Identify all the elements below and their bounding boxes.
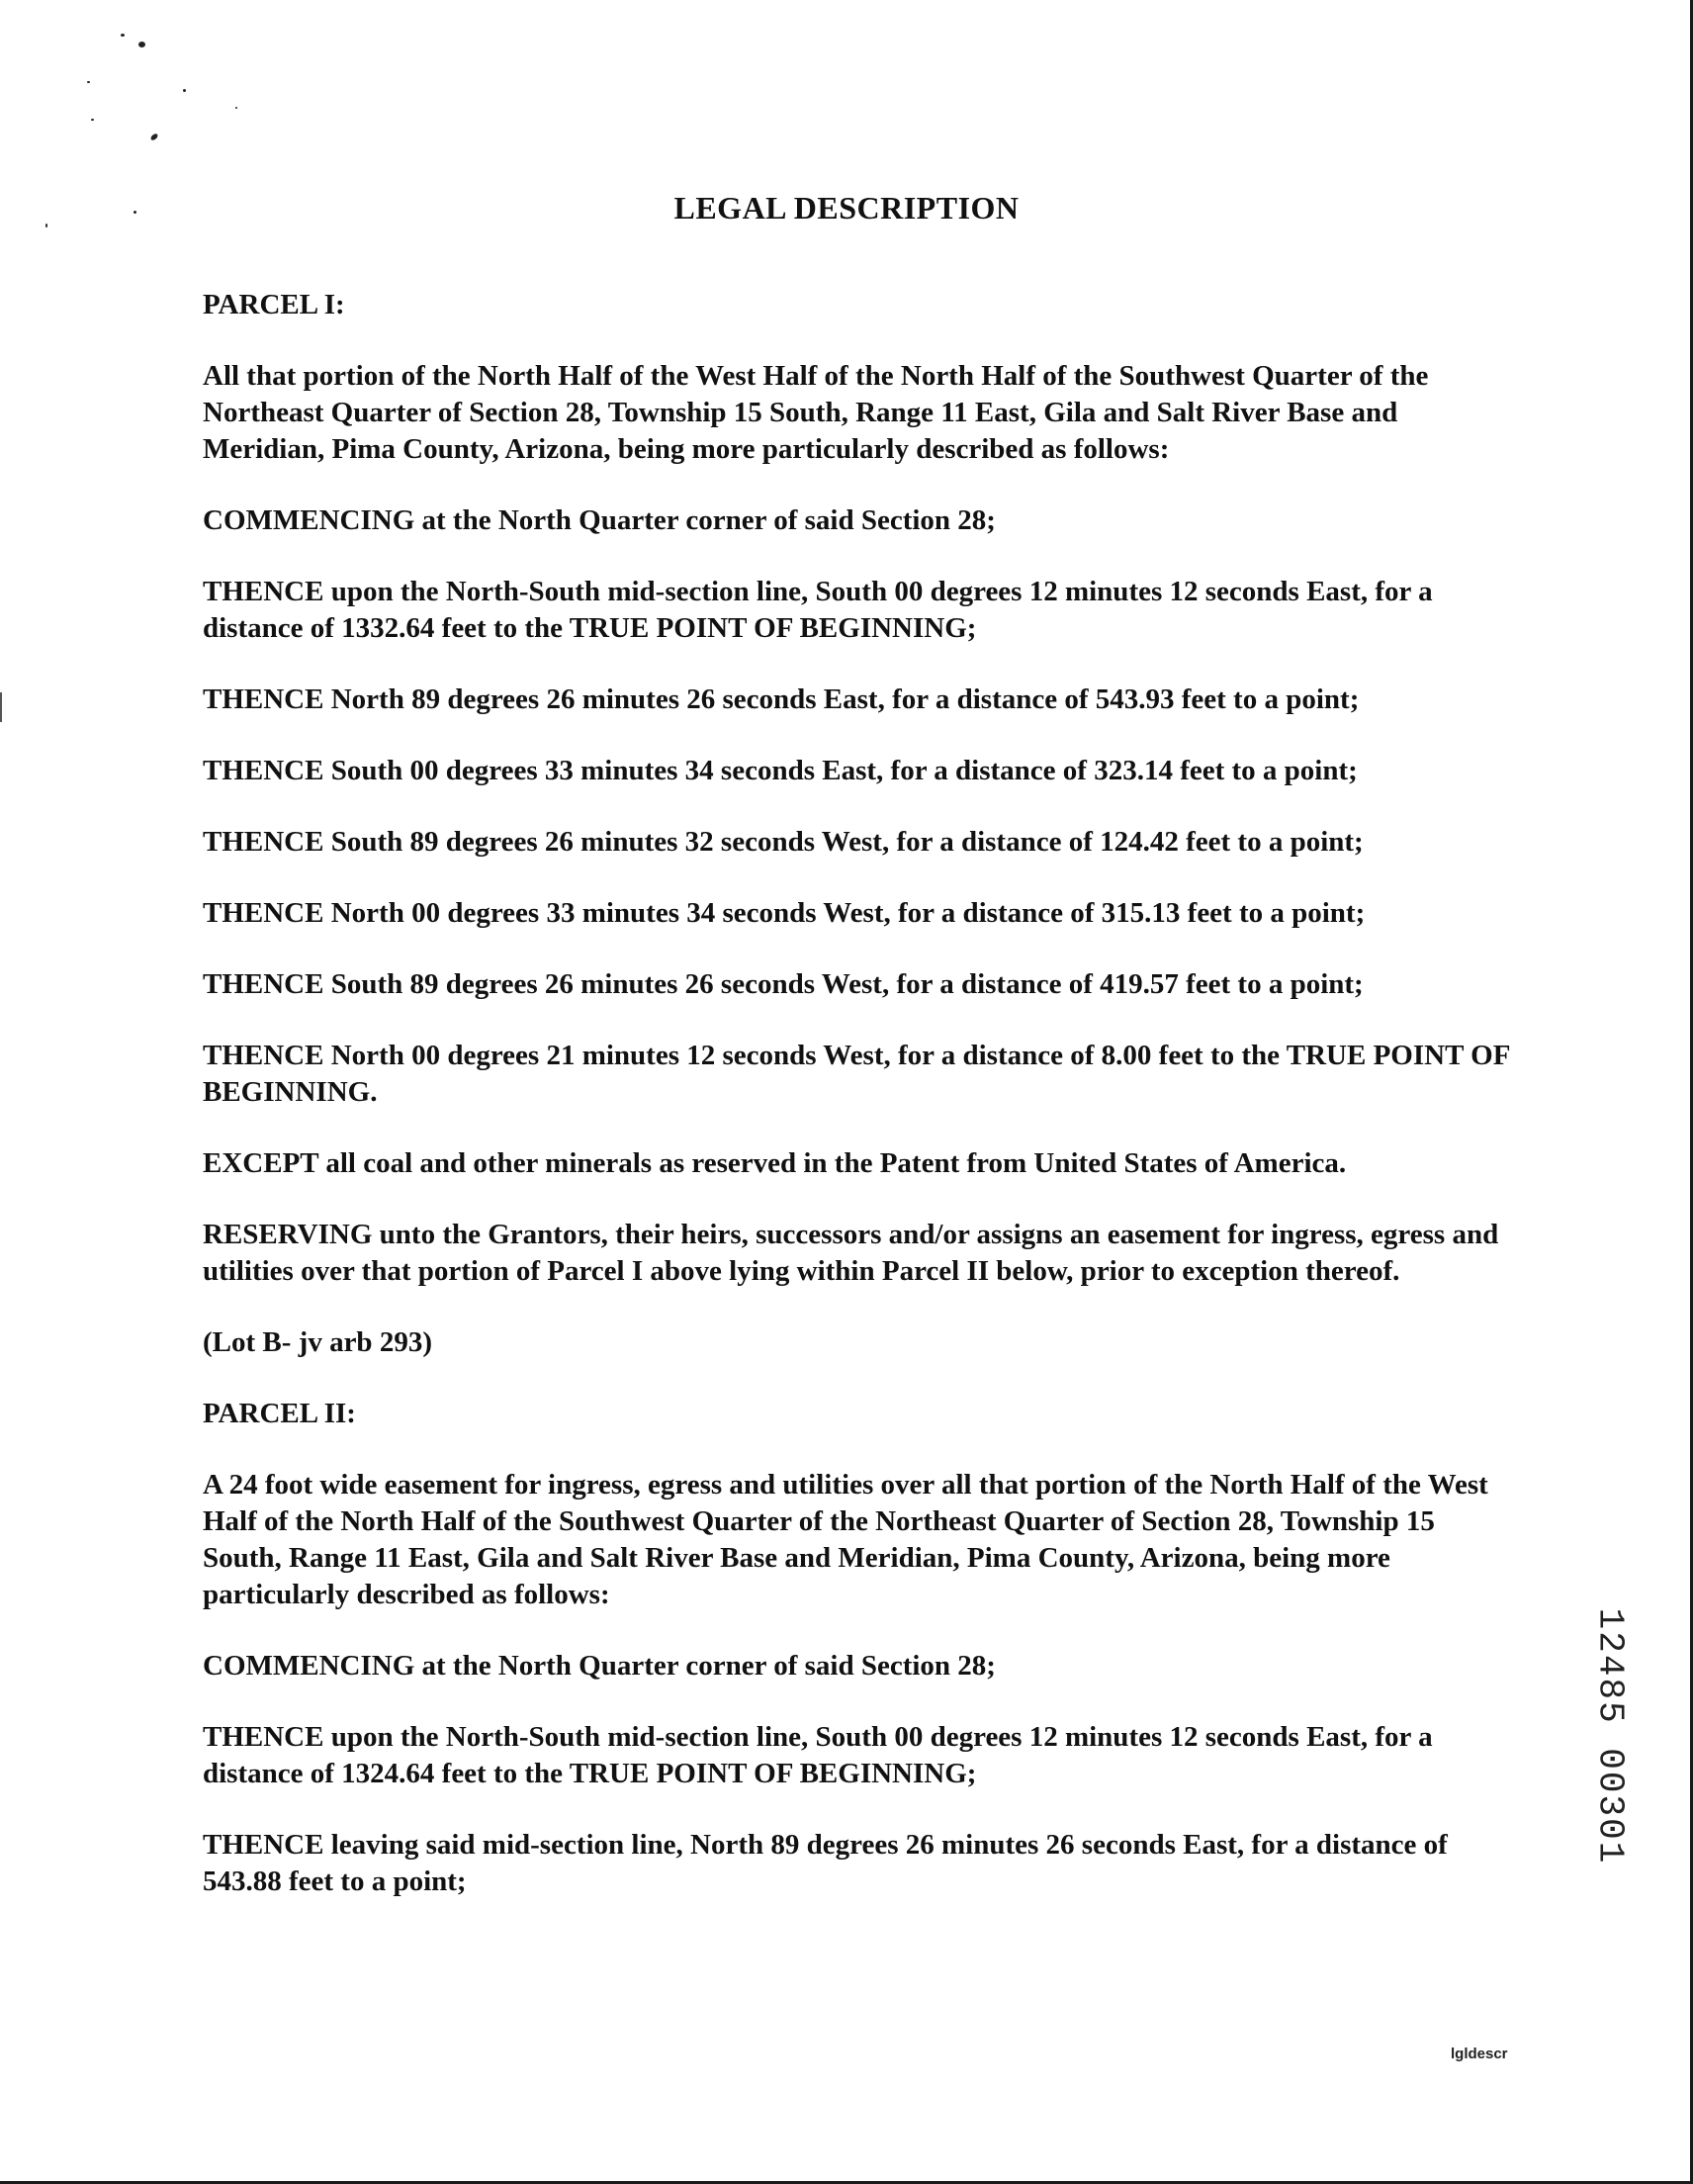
scan-speck <box>138 42 145 47</box>
scan-speck <box>149 133 158 141</box>
parcel-i-course-7: THENCE North 00 degrees 21 minutes 12 seconds West, for a distance of 8.00 feet to the TRUE POINT OF BEGINNING. <box>203 1040 1510 1108</box>
parcel-i-heading: PARCEL I: <box>203 289 345 320</box>
parcel-i-commencing: COMMENCING at the North Quarter corner of said Section 28; <box>203 504 996 536</box>
scan-speck <box>235 107 237 109</box>
scan-edge-mark <box>0 692 2 722</box>
parcel-i-lot-reference: (Lot B- jv arb 293) <box>203 1326 432 1358</box>
parcel-i-course-3: THENCE South 00 degrees 33 minutes 34 seconds East, for a distance of 323.14 feet to a point; <box>203 755 1358 786</box>
parcel-ii-course-2: THENCE leaving said mid-section line, North 89 degrees 26 minutes 26 seconds East, for a distance of 543.88 feet to a point; <box>203 1829 1448 1897</box>
parcel-i-course-1: THENCE upon the North-South mid-section line, South 00 degrees 12 minutes 12 seconds East, for a distance of 1332.64 feet to the TRUE POINT OF BEGINNING; <box>203 576 1433 644</box>
scan-speck <box>183 89 186 92</box>
document-body <box>203 287 1518 1935</box>
document-title: LEGAL DESCRIPTION <box>673 190 1020 226</box>
parcel-i-course-6: THENCE South 89 degrees 26 minutes 26 seconds West, for a distance of 419.57 feet to a point; <box>203 968 1364 1000</box>
parcel-ii-description: A 24 foot wide easement for ingress, egress and utilities over all that portion of the North Half of the West Half of the North Half of the Southwest Quarter of the Northeast Quarter of Section 28, Township 15 South, Range 11 East, Gila and Salt River Base and Meridian, Pima County, Arizona, being more particularly described as follows: <box>203 1469 1488 1610</box>
recording-stamp-text: 12485 00301 <box>1589 1607 1631 1865</box>
parcel-i-course-2: THENCE North 89 degrees 26 minutes 26 seconds East, for a distance of 543.93 feet to a point; <box>203 683 1360 715</box>
parcel-i-description: All that portion of the North Half of the West Half of the North Half of the Southwest Quarter of the Northeast Quarter of Section 28, Township 15 South, Range 11 East, Gila and Salt River Base and Meridian, Pima County, Arizona, being more particularly described as follows: <box>203 360 1429 465</box>
scan-speck <box>87 81 90 83</box>
parcel-i-course-5: THENCE North 00 degrees 33 minutes 34 seconds West, for a distance of 315.13 feet to a point; <box>203 897 1366 929</box>
parcel-ii-course-1: THENCE upon the North-South mid-section line, South 00 degrees 12 minutes 12 seconds East, for a distance of 1324.64 feet to the TRUE POINT OF BEGINNING; <box>203 1721 1433 1789</box>
scan-speck <box>91 119 94 121</box>
parcel-i-reservation: RESERVING unto the Grantors, their heirs, successors and/or assigns an easement for ingress, egress and utilities over that portion of Parcel I above lying within Parcel II below, prior to exception thereof. <box>203 1219 1499 1287</box>
parcel-ii-commencing: COMMENCING at the North Quarter corner of said Section 28; <box>203 1650 996 1682</box>
recording-stamp <box>1580 1597 1640 1874</box>
footer-document-id: lgldescr <box>1451 2046 1508 2062</box>
parcel-i-course-4: THENCE South 89 degrees 26 minutes 32 seconds West, for a distance of 124.42 feet to a point; <box>203 826 1364 858</box>
parcel-ii-heading: PARCEL II: <box>203 1398 356 1429</box>
scan-speck <box>121 34 125 37</box>
parcel-i-exception: EXCEPT all coal and other minerals as reserved in the Patent from United States of America. <box>203 1147 1347 1179</box>
